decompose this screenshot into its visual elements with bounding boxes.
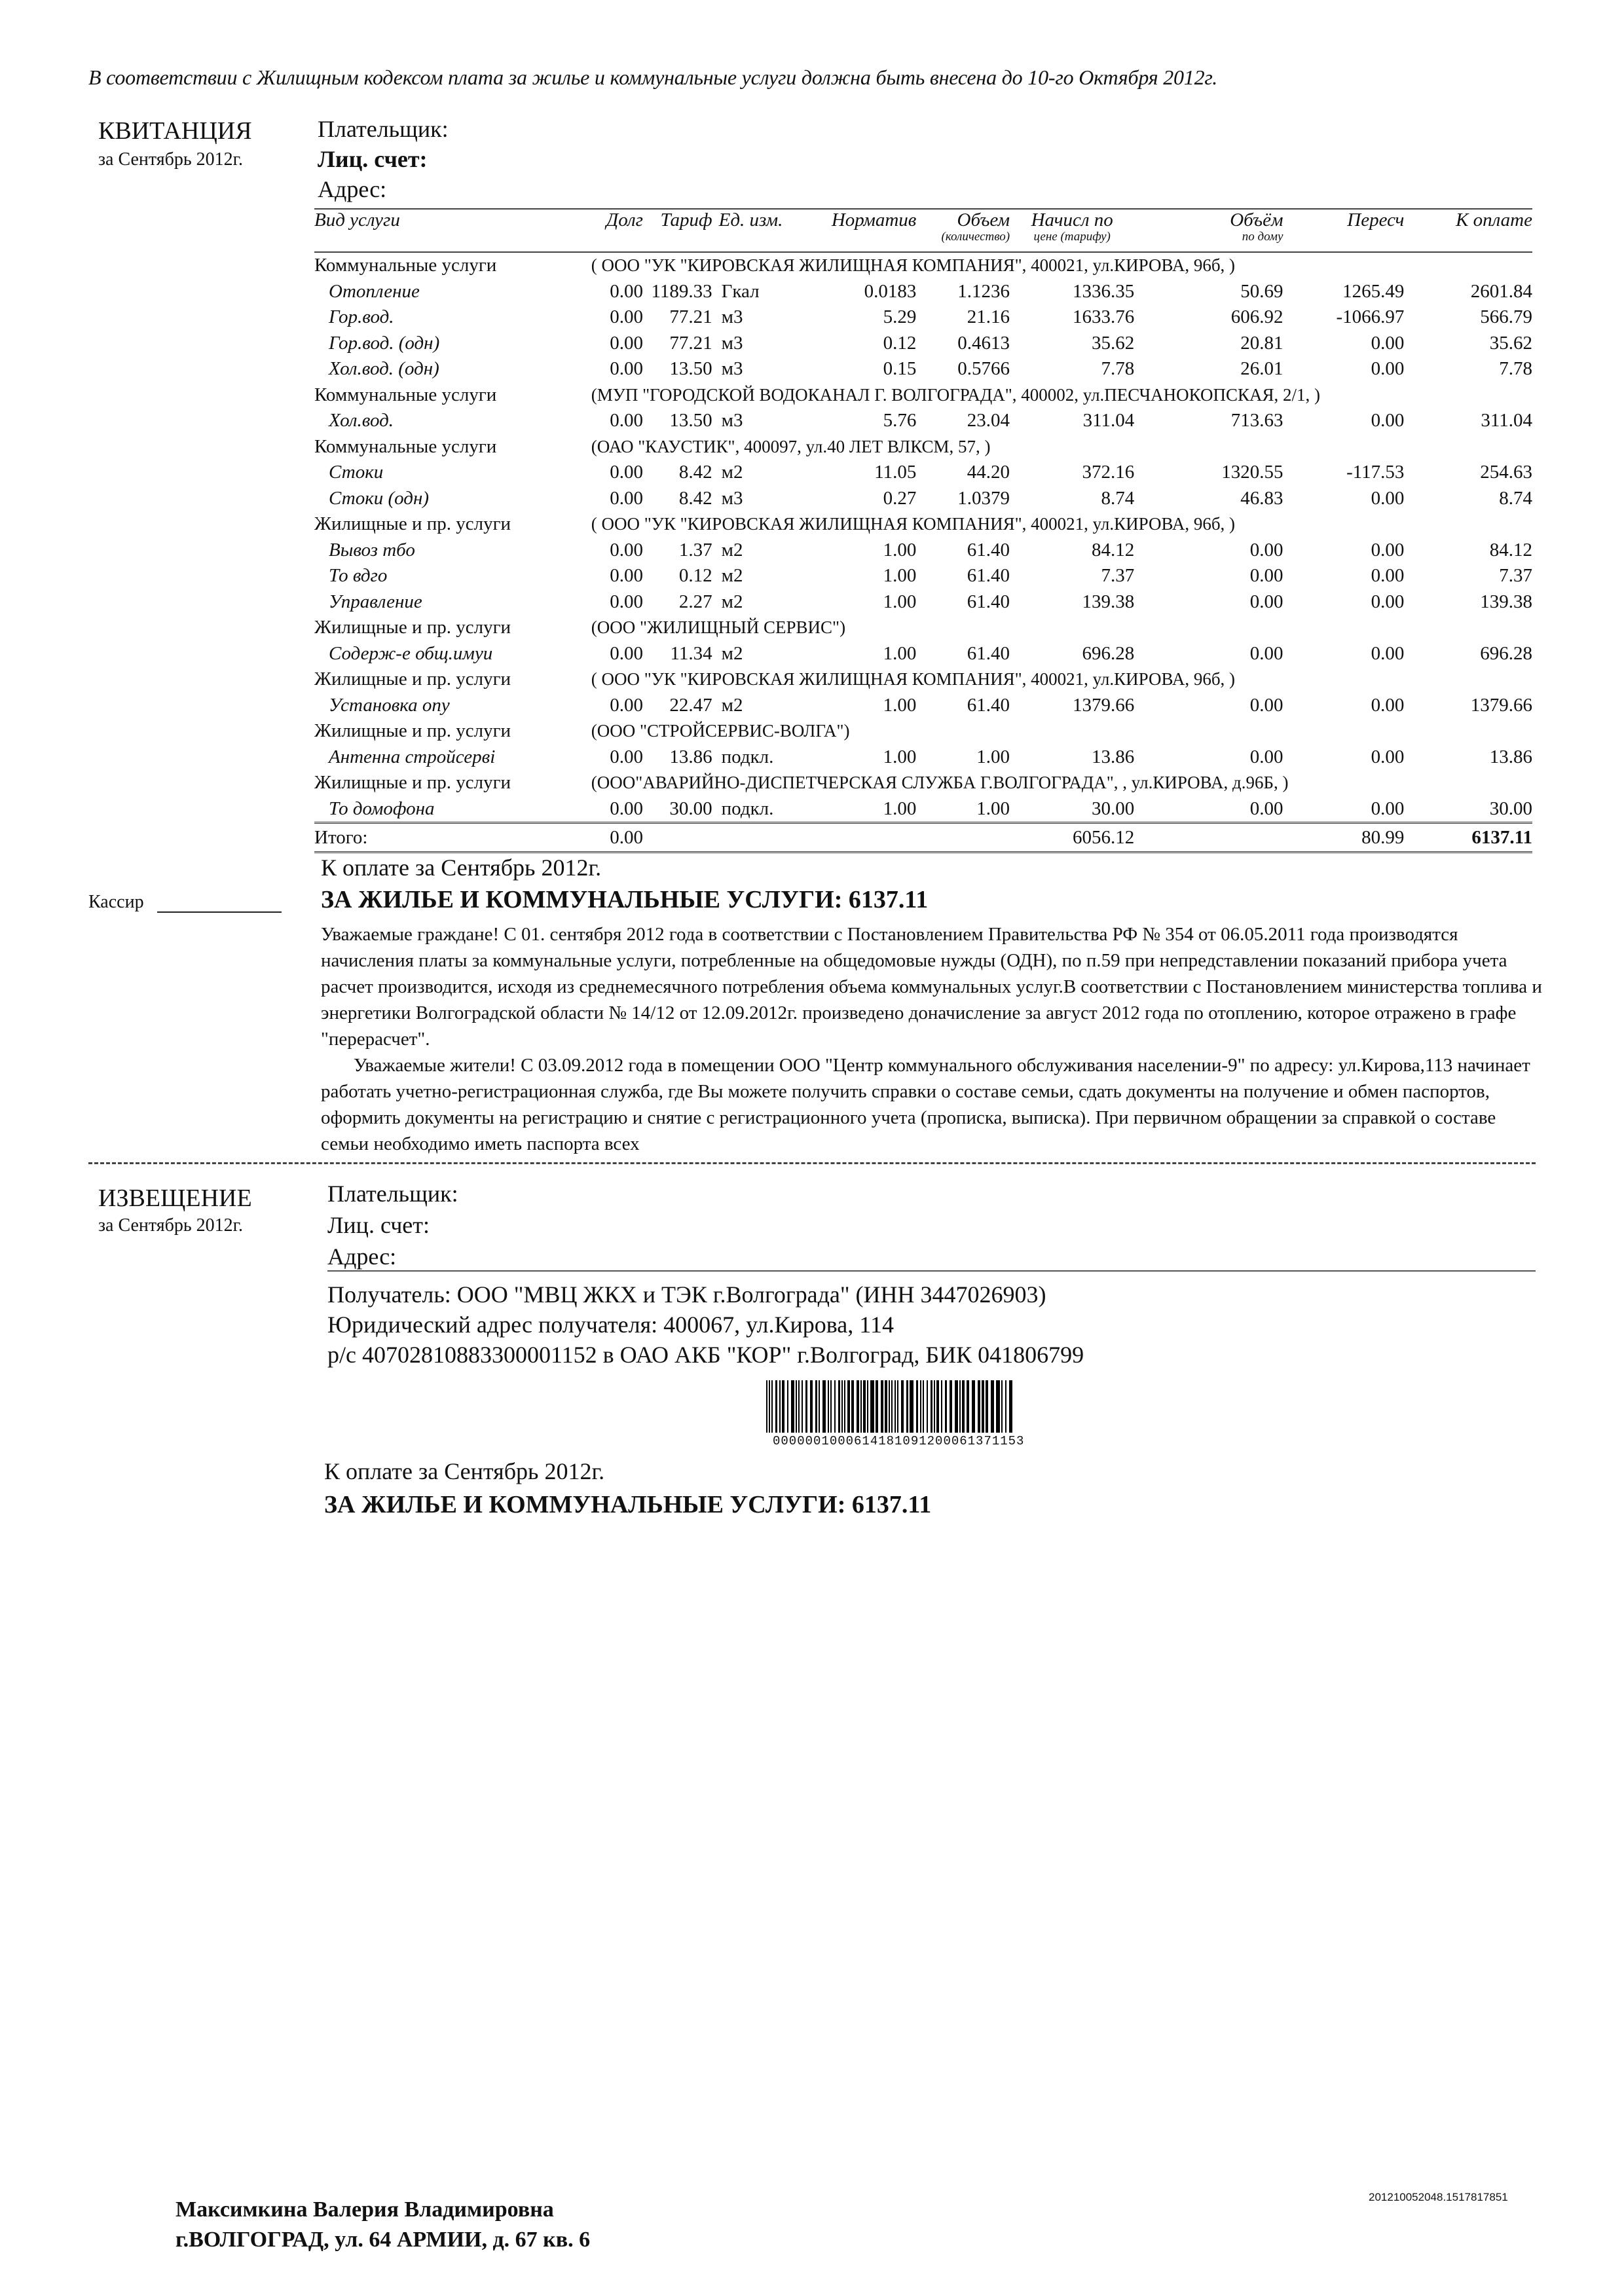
col-charged bbox=[1010, 209, 1134, 252]
barcode-bar bbox=[931, 1380, 932, 1433]
group-name: Жилищные и пр. услуги bbox=[314, 669, 511, 690]
to-pay-value: 7.78 bbox=[1499, 358, 1532, 380]
barcode-bar bbox=[923, 1380, 924, 1433]
barcode-bar bbox=[828, 1380, 829, 1433]
info-text bbox=[321, 921, 1545, 1157]
tariff-value: 13.86 bbox=[669, 746, 712, 767]
service-row bbox=[314, 538, 1532, 564]
debt-value: 0.00 bbox=[610, 358, 643, 380]
barcode-bar bbox=[936, 1380, 939, 1433]
recalc-value: 0.00 bbox=[1371, 358, 1405, 380]
volume-value: 1.00 bbox=[976, 746, 1010, 767]
total-charged: 6056.12 bbox=[1010, 823, 1134, 853]
service-name: Хол.вод. bbox=[329, 410, 394, 431]
barcode-bar bbox=[782, 1380, 784, 1433]
barcode-bar bbox=[910, 1380, 913, 1433]
norm-value: 1.00 bbox=[883, 539, 917, 560]
total-recalc: 80.99 bbox=[1283, 823, 1404, 853]
volume-value: 1.1236 bbox=[957, 280, 1010, 302]
volume-value: 23.04 bbox=[967, 410, 1010, 431]
barcode-bar bbox=[959, 1380, 961, 1433]
provider-group-row bbox=[314, 770, 1532, 796]
recalc-value: 0.00 bbox=[1371, 591, 1405, 612]
group-name: Коммунальные услуги bbox=[314, 384, 497, 405]
recalc-value: 0.00 bbox=[1371, 642, 1405, 664]
service-row bbox=[314, 486, 1532, 512]
col-service: Вид услуги bbox=[314, 209, 591, 252]
house-volume-value: 606.92 bbox=[1230, 306, 1283, 328]
col-recalc: Пересч bbox=[1283, 209, 1404, 252]
charged-value: 7.78 bbox=[1101, 358, 1135, 380]
barcode-bar bbox=[870, 1380, 874, 1433]
barcode-bar bbox=[775, 1380, 777, 1433]
recalc-value: 0.00 bbox=[1371, 539, 1405, 560]
volume-value: 0.4613 bbox=[957, 332, 1010, 354]
notification-payer-label: Плательщик: bbox=[327, 1181, 458, 1207]
barcode-bar bbox=[897, 1380, 898, 1433]
notification-title: ИЗВЕЩЕНИЕ bbox=[98, 1184, 252, 1212]
barcode-bar bbox=[876, 1380, 878, 1433]
tariff-value: 22.47 bbox=[669, 694, 712, 716]
account-label: Лиц. счет: bbox=[318, 146, 428, 172]
total-row bbox=[314, 823, 1532, 853]
barcode-bar bbox=[796, 1380, 797, 1433]
volume-value: 0.5766 bbox=[957, 358, 1010, 380]
unit-value: м3 bbox=[721, 358, 743, 380]
tariff-value: 13.50 bbox=[669, 358, 712, 380]
unit-value: м2 bbox=[721, 539, 743, 560]
cashier-signature-line bbox=[157, 896, 282, 913]
col-tariff: Тариф bbox=[643, 209, 712, 252]
group-name: Жилищные и пр. услуги bbox=[314, 617, 511, 638]
to-pay-value: 2601.84 bbox=[1470, 280, 1532, 302]
tariff-value: 1189.33 bbox=[651, 280, 712, 302]
provider-group-row bbox=[314, 382, 1532, 409]
notification-pay-label: К оплате за Сентябрь 2012г. bbox=[324, 1458, 605, 1484]
volume-value: 21.16 bbox=[967, 306, 1010, 328]
cashier-signature bbox=[88, 892, 282, 913]
tariff-value: 8.42 bbox=[678, 487, 712, 509]
receipt-pay-label: К оплате за Сентябрь 2012г. bbox=[321, 854, 602, 881]
receipt-pay-total: ЗА ЖИЛЬЕ И КОММУНАЛЬНЫЕ УСЛУГИ: 6137.11 bbox=[321, 886, 929, 913]
unit-value: м2 bbox=[721, 642, 743, 664]
col-volume-sub: (количество) bbox=[941, 230, 1010, 244]
provider-name: (ООО "СТРОЙСЕРВИС-ВОЛГА") bbox=[591, 721, 850, 741]
provider-name: ( ООО "УК "КИРОВСКАЯ ЖИЛИЩНАЯ КОМПАНИЯ", 400021, ул.КИРОВА, 96б, ) bbox=[591, 669, 1236, 689]
norm-value: 0.0183 bbox=[864, 280, 917, 302]
service-name: То вдго bbox=[329, 565, 388, 587]
volume-value: 1.00 bbox=[976, 798, 1010, 819]
barcode-bar bbox=[847, 1380, 850, 1433]
cut-line bbox=[88, 1162, 1536, 1164]
barcode-bar bbox=[787, 1380, 788, 1433]
barcode-bar bbox=[798, 1380, 800, 1433]
house-volume-value: 1320.55 bbox=[1221, 462, 1283, 483]
recalc-value: 0.00 bbox=[1371, 410, 1405, 431]
charged-value: 696.28 bbox=[1082, 642, 1135, 664]
service-name: Установка опу bbox=[329, 694, 450, 716]
barcode-bar bbox=[920, 1380, 921, 1433]
receipt-period: за Сентябрь 2012г. bbox=[98, 149, 244, 170]
house-volume-value: 0.00 bbox=[1249, 539, 1283, 560]
recipient-name: Получатель: ООО "МВЦ ЖКХ и ТЭК г.Волгограда" (ИНН 3447026903) bbox=[327, 1281, 1046, 1308]
payer-label: Плательщик: bbox=[318, 116, 449, 142]
info-paragraph-2: Уважаемые жители! С 03.09.2012 года в помещении ООО "Центр коммунального обслуживания населении-9" по адресу: ул.Кирова,113 начинает работать учетно-регистрационная служба, где Вы можете получить справки о составе семьи, сдать документы на получение и обмен паспортов, оформить документы на регистрацию и снятие с регистрационного учета (прописка, выписка). При первичном обращении за справкой о составе семьи необходимо иметь паспорта всех bbox=[321, 1055, 1530, 1154]
charged-value: 35.62 bbox=[1092, 332, 1135, 354]
total-debt: 0.00 bbox=[591, 823, 643, 853]
provider-group-row bbox=[314, 615, 1532, 641]
barcode-bar bbox=[996, 1380, 1000, 1433]
recalc-value: 0.00 bbox=[1371, 746, 1405, 767]
to-pay-value: 8.74 bbox=[1499, 487, 1532, 509]
service-name: То домофона bbox=[329, 798, 435, 819]
barcode-bar bbox=[863, 1380, 866, 1433]
payment-deadline-notice: В соответствии с Жилищным кодексом плата за жилье и коммунальные услуги должна быть внесена до 10-го Октября 2012г. bbox=[88, 65, 1218, 89]
unit-value: м2 bbox=[721, 565, 743, 587]
debt-value: 0.00 bbox=[610, 306, 643, 328]
col-house-volume-label: Объём bbox=[1230, 210, 1283, 230]
to-pay-value: 35.62 bbox=[1489, 332, 1532, 354]
charged-value: 84.12 bbox=[1092, 539, 1135, 560]
provider-group-row bbox=[314, 718, 1532, 744]
debt-value: 0.00 bbox=[610, 462, 643, 483]
tariff-value: 77.21 bbox=[669, 332, 712, 354]
col-house-volume bbox=[1134, 209, 1283, 252]
provider-name: ( ООО "УК "КИРОВСКАЯ ЖИЛИЩНАЯ КОМПАНИЯ", 400021, ул.КИРОВА, 96б, ) bbox=[591, 514, 1236, 534]
unit-value: м3 bbox=[721, 410, 743, 431]
service-row bbox=[314, 641, 1532, 667]
norm-value: 1.00 bbox=[883, 565, 917, 587]
provider-group-row bbox=[314, 252, 1532, 279]
barcode-bar bbox=[881, 1380, 883, 1433]
norm-value: 11.05 bbox=[874, 462, 917, 483]
barcode-bar bbox=[906, 1380, 908, 1433]
charged-value: 311.04 bbox=[1082, 410, 1135, 431]
debt-value: 0.00 bbox=[610, 410, 643, 431]
service-row bbox=[314, 563, 1532, 589]
tariff-value: 0.12 bbox=[678, 565, 712, 587]
barcode-bar bbox=[934, 1380, 935, 1433]
norm-value: 5.76 bbox=[883, 410, 917, 431]
group-name: Жилищные и пр. услуги bbox=[314, 772, 511, 794]
provider-name: (ООО "ЖИЛИЩНЫЙ СЕРВИС") bbox=[591, 617, 846, 638]
debt-value: 0.00 bbox=[610, 746, 643, 767]
charged-value: 8.74 bbox=[1101, 487, 1135, 509]
barcode-bar bbox=[889, 1380, 890, 1433]
service-row bbox=[314, 796, 1532, 823]
services-table bbox=[314, 208, 1532, 853]
norm-value: 1.00 bbox=[883, 591, 917, 612]
to-pay-value: 30.00 bbox=[1489, 798, 1532, 819]
norm-value: 0.15 bbox=[883, 358, 917, 380]
house-volume-value: 0.00 bbox=[1249, 798, 1283, 819]
to-pay-value: 254.63 bbox=[1480, 462, 1532, 483]
service-row bbox=[314, 408, 1532, 434]
recalc-value: 0.00 bbox=[1371, 798, 1405, 819]
charged-value: 1379.66 bbox=[1073, 694, 1135, 716]
norm-value: 5.29 bbox=[883, 306, 917, 328]
charged-value: 1633.76 bbox=[1073, 306, 1135, 328]
volume-value: 61.40 bbox=[967, 591, 1010, 612]
col-charged-sub: цене (тарифу) bbox=[1033, 230, 1111, 244]
unit-value: м3 bbox=[721, 487, 743, 509]
barcode-bar bbox=[972, 1380, 975, 1433]
barcode-bar bbox=[841, 1380, 843, 1433]
debt-value: 0.00 bbox=[610, 539, 643, 560]
tariff-value: 13.50 bbox=[669, 410, 712, 431]
barcode-bar bbox=[857, 1380, 859, 1433]
service-row bbox=[314, 693, 1532, 719]
to-pay-value: 139.38 bbox=[1480, 591, 1532, 612]
barcode-bar bbox=[851, 1380, 854, 1433]
house-volume-value: 713.63 bbox=[1230, 410, 1283, 431]
barcode-bar bbox=[838, 1380, 840, 1433]
barcode-bar bbox=[1009, 1380, 1012, 1433]
barcode-bar bbox=[815, 1380, 817, 1433]
tariff-value: 2.27 bbox=[678, 591, 712, 612]
barcode-bar bbox=[805, 1380, 807, 1433]
barcode-bar bbox=[941, 1380, 942, 1433]
barcode-bar bbox=[830, 1380, 832, 1433]
service-name: Антенна стройсерві bbox=[329, 746, 496, 767]
recalc-value: -117.53 bbox=[1346, 462, 1405, 483]
barcode-bar bbox=[802, 1380, 803, 1433]
barcode-bar bbox=[950, 1380, 952, 1433]
col-volume-label: Объем bbox=[957, 210, 1010, 230]
barcode-bar bbox=[891, 1380, 893, 1433]
unit-value: подкл. bbox=[721, 746, 774, 767]
norm-value: 1.00 bbox=[883, 798, 917, 819]
notification-address-label: Адрес: bbox=[327, 1243, 397, 1270]
recalc-value: 0.00 bbox=[1371, 694, 1405, 716]
to-pay-value: 84.12 bbox=[1489, 539, 1532, 560]
barcode-bar bbox=[885, 1380, 887, 1433]
charged-value: 30.00 bbox=[1092, 798, 1135, 819]
to-pay-value: 7.37 bbox=[1499, 565, 1532, 587]
charged-value: 139.38 bbox=[1082, 591, 1135, 612]
volume-value: 61.40 bbox=[967, 642, 1010, 664]
debt-value: 0.00 bbox=[610, 280, 643, 302]
unit-value: м2 bbox=[721, 462, 743, 483]
to-pay-value: 566.79 bbox=[1480, 306, 1532, 328]
service-row bbox=[314, 331, 1532, 357]
debt-value: 0.00 bbox=[610, 642, 643, 664]
info-paragraph-1: Уважаемые граждане! С 01. сентября 2012 года в соответствии с Постановлением Правительства РФ № 354 от 06.05.2011 года производятся начисления платы за коммунальные услуги, потребленные на общедомовые нужды (ОДН), по п.59 при непредставлении показаний прибора учета расчет производится, исходя из среднемесячного потребления объема коммунальных услуг.В соответствии с Постановлением министерства топлива и энергетики Волгоградской области № 14/12 от 12.09.2012г. произведено доначисление за август 2012 года по отоплению, которое отражено в графе "перерасчет". bbox=[321, 924, 1542, 1050]
total-label: Итого: bbox=[314, 823, 591, 853]
charged-value: 7.37 bbox=[1101, 565, 1135, 587]
house-volume-value: 50.69 bbox=[1240, 280, 1283, 302]
barcode-bar bbox=[844, 1380, 845, 1433]
recalc-value: 0.00 bbox=[1371, 565, 1405, 587]
volume-value: 1.0379 bbox=[957, 487, 1010, 509]
barcode-bar bbox=[1001, 1380, 1003, 1433]
service-name: Отопление bbox=[329, 280, 420, 302]
barcode-bar bbox=[819, 1380, 820, 1433]
recalc-value: 1265.49 bbox=[1342, 280, 1405, 302]
service-row bbox=[314, 744, 1532, 771]
service-name: Стоки bbox=[329, 462, 384, 483]
payment-barcode bbox=[766, 1380, 1087, 1433]
house-volume-value: 46.83 bbox=[1240, 487, 1283, 509]
service-row bbox=[314, 460, 1532, 486]
receipt-title: КВИТАНЦИЯ bbox=[98, 117, 252, 145]
group-name: Жилищные и пр. услуги bbox=[314, 720, 511, 742]
charged-value: 1336.35 bbox=[1073, 280, 1135, 302]
house-volume-value: 20.81 bbox=[1240, 332, 1283, 354]
volume-value: 61.40 bbox=[967, 565, 1010, 587]
debt-value: 0.00 bbox=[610, 332, 643, 354]
service-row bbox=[314, 589, 1532, 615]
barcode-bar bbox=[895, 1380, 896, 1433]
notification-period: за Сентябрь 2012г. bbox=[98, 1215, 244, 1236]
notification-account-label: Лиц. счет: bbox=[327, 1212, 430, 1238]
barcode-bar bbox=[834, 1380, 836, 1433]
service-name: Гор.вод. bbox=[329, 306, 394, 328]
group-name: Жилищные и пр. услуги bbox=[314, 513, 511, 535]
service-row bbox=[314, 279, 1532, 305]
service-row bbox=[314, 304, 1532, 331]
barcode-bar bbox=[901, 1380, 904, 1433]
addressee-address: г.ВОЛГОГРАД, ул. 64 АРМИИ, д. 67 кв. 6 bbox=[175, 2228, 591, 2252]
to-pay-value: 696.28 bbox=[1480, 642, 1532, 664]
to-pay-value: 1379.66 bbox=[1470, 694, 1532, 716]
barcode-bar bbox=[916, 1380, 918, 1433]
volume-value: 61.40 bbox=[967, 539, 1010, 560]
service-name: Хол.вод. (одн) bbox=[329, 358, 439, 380]
document-id: 201210052048.1517817851 bbox=[1369, 2191, 1508, 2203]
address-label: Адрес: bbox=[318, 176, 387, 202]
col-norm: Норматив bbox=[795, 209, 916, 252]
col-unit: Ед. изм. bbox=[712, 209, 796, 252]
tariff-value: 30.00 bbox=[669, 798, 712, 819]
provider-name: (ООО"АВАРИЙНО-ДИСПЕТЧЕРСКАЯ СЛУЖБА Г.ВОЛГОГРАДА", , ул.КИРОВА, д.96Б, ) bbox=[591, 773, 1289, 793]
group-name: Коммунальные услуги bbox=[314, 435, 497, 457]
barcode-bar bbox=[955, 1380, 958, 1433]
unit-value: м2 bbox=[721, 694, 743, 716]
house-volume-value: 26.01 bbox=[1240, 358, 1283, 380]
debt-value: 0.00 bbox=[610, 798, 643, 819]
unit-value: м3 bbox=[721, 306, 743, 328]
provider-group-row bbox=[314, 667, 1532, 693]
barcode-bar bbox=[822, 1380, 826, 1433]
barcode-bar bbox=[978, 1380, 980, 1433]
cashier-label: Кассир bbox=[88, 892, 144, 912]
barcode-bar bbox=[962, 1380, 965, 1433]
norm-value: 0.12 bbox=[883, 332, 917, 354]
addressee-name: Максимкина Валерия Владимировна bbox=[175, 2197, 554, 2222]
volume-value: 44.20 bbox=[967, 462, 1010, 483]
barcode-bar bbox=[986, 1380, 988, 1433]
provider-group-row bbox=[314, 511, 1532, 538]
house-volume-value: 0.00 bbox=[1249, 642, 1283, 664]
recalc-value: 0.00 bbox=[1371, 332, 1405, 354]
col-volume bbox=[916, 209, 1010, 252]
norm-value: 1.00 bbox=[883, 694, 917, 716]
total-to-pay: 6137.11 bbox=[1404, 823, 1532, 853]
house-volume-value: 0.00 bbox=[1249, 565, 1283, 587]
volume-value: 61.40 bbox=[967, 694, 1010, 716]
recipient-bank-account: р/с 40702810883300001152 в ОАО АКБ "КОР" г.Волгоград, БИК 041806799 bbox=[327, 1342, 1084, 1368]
norm-value: 1.00 bbox=[883, 642, 917, 664]
unit-value: подкл. bbox=[721, 798, 774, 819]
col-debt: Долг bbox=[591, 209, 643, 252]
barcode-bar bbox=[967, 1380, 969, 1433]
barcode-bar bbox=[810, 1380, 813, 1433]
tariff-value: 1.37 bbox=[678, 539, 712, 560]
provider-name: ( ООО "УК "КИРОВСКАЯ ЖИЛИЩНАЯ КОМПАНИЯ", 400021, ул.КИРОВА, 96б, ) bbox=[591, 255, 1236, 276]
norm-value: 0.27 bbox=[883, 487, 917, 509]
norm-value: 1.00 bbox=[883, 746, 917, 767]
unit-value: м2 bbox=[721, 591, 743, 612]
tariff-value: 77.21 bbox=[669, 306, 712, 328]
col-to-pay: К оплате bbox=[1404, 209, 1532, 252]
service-name: Гор.вод. (одн) bbox=[329, 332, 440, 354]
group-name: Коммунальные услуги bbox=[314, 255, 497, 276]
table-header bbox=[314, 209, 1532, 252]
house-volume-value: 0.00 bbox=[1249, 591, 1283, 612]
barcode-bar bbox=[791, 1380, 794, 1433]
col-charged-label: Начисл по bbox=[1031, 210, 1113, 230]
recalc-value: -1066.97 bbox=[1336, 306, 1405, 328]
barcode-bar bbox=[766, 1380, 767, 1433]
debt-value: 0.00 bbox=[610, 565, 643, 587]
service-name: Вывоз тбо bbox=[329, 539, 415, 560]
barcode-bar bbox=[927, 1380, 928, 1433]
to-pay-value: 13.86 bbox=[1489, 746, 1532, 767]
service-name: Содерж-е общ.имуи bbox=[329, 642, 493, 664]
charged-value: 13.86 bbox=[1092, 746, 1135, 767]
col-house-volume-sub: по дому bbox=[1242, 230, 1283, 244]
barcode-number: 0000001000614181091200061371153 bbox=[773, 1434, 1025, 1448]
to-pay-value: 311.04 bbox=[1481, 410, 1532, 431]
barcode-bar bbox=[769, 1380, 770, 1433]
service-name: Стоки (одн) bbox=[329, 487, 430, 509]
provider-name: (ОАО "КАУСТИК", 400097, ул.40 ЛЕТ ВЛКСМ, 57, ) bbox=[591, 436, 991, 456]
barcode-bar bbox=[860, 1380, 862, 1433]
unit-value: Гкал bbox=[721, 280, 760, 302]
barcode-bar bbox=[982, 1380, 984, 1433]
barcode-bar bbox=[991, 1380, 994, 1433]
debt-value: 0.00 bbox=[610, 591, 643, 612]
tariff-value: 8.42 bbox=[678, 462, 712, 483]
debt-value: 0.00 bbox=[610, 694, 643, 716]
barcode-bar bbox=[867, 1380, 868, 1433]
barcode-bar bbox=[945, 1380, 947, 1433]
charged-value: 372.16 bbox=[1082, 462, 1135, 483]
notification-pay-total: ЗА ЖИЛЬЕ И КОММУНАЛЬНЫЕ УСЛУГИ: 6137.11 bbox=[324, 1491, 932, 1518]
service-row bbox=[314, 356, 1532, 382]
service-name: Управление bbox=[329, 591, 422, 612]
notification-divider bbox=[327, 1270, 1536, 1272]
recalc-value: 0.00 bbox=[1371, 487, 1405, 509]
provider-group-row bbox=[314, 434, 1532, 460]
recipient-block bbox=[327, 1279, 1084, 1370]
house-volume-value: 0.00 bbox=[1249, 694, 1283, 716]
recipient-legal-address: Юридический адрес получателя: 400067, ул.Кирова, 114 bbox=[327, 1312, 894, 1338]
unit-value: м3 bbox=[721, 332, 743, 354]
barcode-bar bbox=[779, 1380, 781, 1433]
barcode-bar bbox=[1005, 1380, 1006, 1433]
barcode-bar bbox=[771, 1380, 773, 1433]
house-volume-value: 0.00 bbox=[1249, 746, 1283, 767]
provider-name: (МУП "ГОРОДСКОЙ ВОДОКАНАЛ Г. ВОЛГОГРАДА", 400002, ул.ПЕСЧАНОКОПСКАЯ, 2/1, ) bbox=[591, 384, 1321, 405]
debt-value: 0.00 bbox=[610, 487, 643, 509]
tariff-value: 11.34 bbox=[670, 642, 712, 664]
